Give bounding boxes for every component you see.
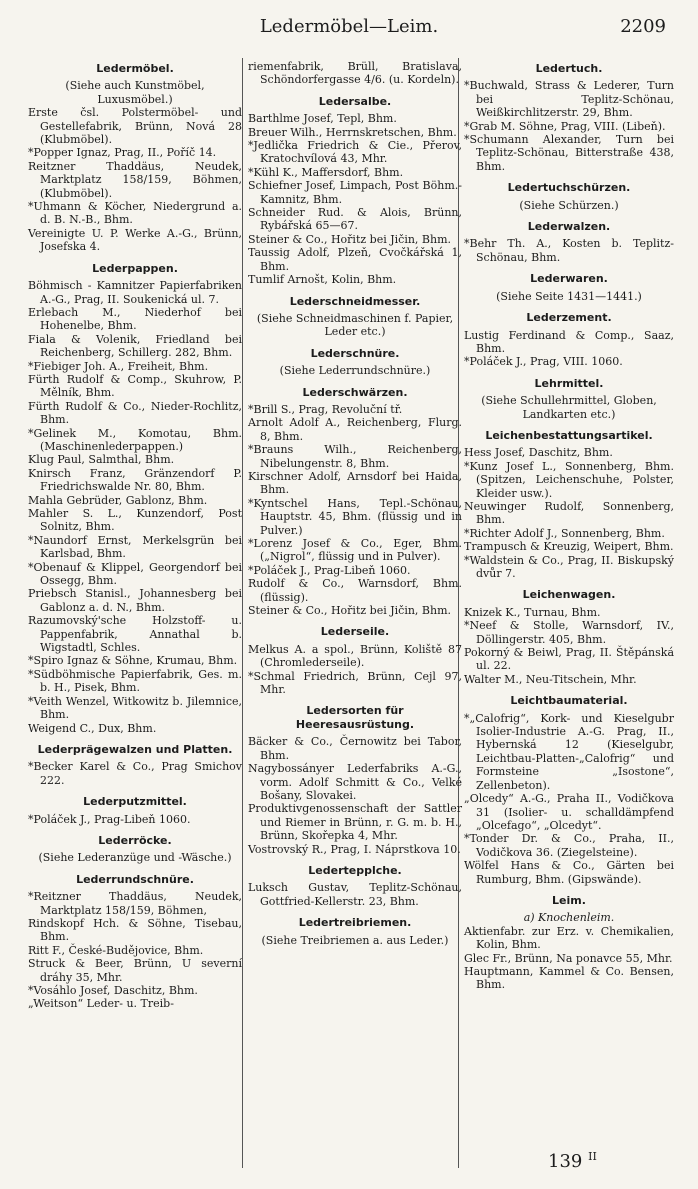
section-heading: Ledermöbel. xyxy=(96,62,174,75)
directory-entry: Barthlme Josef, Tepl, Bhm. xyxy=(248,112,397,126)
directory-entry: *Veith Wenzel, Witkowitz b. Jilemnice, Bhm. xyxy=(28,694,242,722)
directory-entry: Kirschner Adolf, Arnsdorf bei Haida, Bhm. xyxy=(248,469,462,497)
directory-entry: *Richter Adolf J., Sonnenberg, Bhm. xyxy=(464,526,665,540)
directory-entry: *Schmal Friedrich, Brünn, Cejl 97, Mhr. xyxy=(248,669,462,697)
directory-entry: Struck & Beer, Brünn, U severní dráhy 35, Mhr. xyxy=(28,957,242,984)
directory-entry: Razumovský'sche Holzstoff- u. Pappenfabrik, Annathal b. Wigstadtl, Schles. xyxy=(28,614,242,655)
section-heading: Leichenbestattungsartikel. xyxy=(485,428,653,442)
cross-reference: (Siehe Treibriemen a. aus Leder.) xyxy=(261,933,449,947)
directory-entry: *Jedlička Friedrich & Cie., Přerov, Kratochvílová 43, Mhr. xyxy=(248,139,462,166)
directory-entry: Vereinigte U. P. Werke A.-G., Brünn, Josefska 4. xyxy=(28,226,242,254)
section-heading: Lederpappen. xyxy=(92,261,178,275)
directory-entry: *Poláček J., Prag-Libeň 1060. xyxy=(28,812,191,826)
directory-entry: *Spiro Ignaz & Söhne, Krumau, Bhm. xyxy=(28,654,238,668)
directory-entry: *Becker Karel & Co., Prag Smichov 222. xyxy=(28,760,242,787)
directory-entry: *Buchwald, Strass & Lederer, Turn bei Teplitz-Schönau, Weißkirchlitzerstr. 29, Bhm. xyxy=(464,79,674,120)
directory-entry: *Fiebiger Joh. A., Freiheit, Bhm. xyxy=(28,359,209,373)
section-heading: Ledertreibriemen. xyxy=(298,916,412,930)
directory-entry: *Neef & Stolle, Warnsdorf, IV., Döllingerstr. 405, Bhm. xyxy=(464,619,674,646)
cross-reference: (Siehe Lederanzüge und -Wäsche.) xyxy=(38,851,232,865)
directory-entry: *Brauns Wilh., Reichenberg, Nibelungenstr. 8, Bhm. xyxy=(248,443,462,470)
directory-entry: *Obenauf & Klippel, Georgendorf bei Ossegg, Bhm. xyxy=(28,560,242,588)
directory-entry: Rudolf & Co., Warnsdorf, Bhm. (flüssig). xyxy=(248,577,462,604)
directory-entry: „Olcedy“ A.-G., Praha II., Vodičkova 31 (Isolier- u. schalldämpfend „Olcefago“, „Olcedyt“. xyxy=(464,792,674,832)
section-heading: Lederzement. xyxy=(526,311,612,325)
directory-entry: Melkus A. a spol., Brünn, Koliště 87 (Chromlederseile). xyxy=(248,642,462,670)
directory-entry: *Schumann Alexander, Turn bei Teplitz-Schönau, Bitterstraße 438, Bhm. xyxy=(464,133,674,173)
directory-entry: Hauptmann, Kammel & Co. Bensen, Bhm. xyxy=(464,964,674,992)
cross-reference: (Siehe Schneidmaschinen f. Papier, Leder etc.) xyxy=(256,311,454,339)
section-heading: Ledersorten für Heeresausrüstung. xyxy=(295,704,415,731)
directory-entry: Fürth Rudolf & Comp., Skuhrow, P. Mělník, Bhm. xyxy=(28,372,242,400)
signature-number: 139 xyxy=(548,1151,583,1172)
directory-entry: *Vosáhlo Josef, Daschitz, Bhm. xyxy=(28,984,198,997)
section-heading: Ledertuch. xyxy=(535,62,603,75)
section-heading: Lederprägewalzen und Platten. xyxy=(37,742,233,756)
directory-entry: Glec Fr., Brünn, Na ponavce 55, Mhr. xyxy=(464,951,673,965)
directory-entry: *„Calofrig“, Kork- und Kieselgubr Isolier-Industrie A.-G. Prag, II., Hybernská 12 (Kieselgubr, Leichtbau-Platten-„Calofrig“ und Formsteine „Isostone“, Zellenbeton). xyxy=(464,711,674,792)
directory-entry: Knirsch Franz, Gränzendorf P. Friedrichswalde Nr. 80, Bhm. xyxy=(28,466,242,494)
directory-entry: *Uhmann & Köcher, Niedergrund a. d. B. N.-B., Bhm. xyxy=(28,200,242,227)
column-divider xyxy=(242,58,243,1168)
page-header xyxy=(0,16,698,42)
directory-entry: *Popper Ignaz, Prag, II., Poříč 14. xyxy=(28,146,217,160)
directory-entry: Steiner & Co., Hořitz bei Jičin, Bhm. xyxy=(248,232,452,246)
section-heading: Leichenwagen. xyxy=(522,588,616,602)
directory-entry: Walter M., Neu-Titschein, Mhr. xyxy=(464,672,637,686)
cross-reference: (Siehe Seite 1431—1441.) xyxy=(496,289,642,303)
directory-entry: *Naundorf Ernst, Merkelsgrün bei Karlsbad, Bhm. xyxy=(28,533,242,561)
directory-entry: Knizek K., Turnau, Bhm. xyxy=(464,605,601,619)
directory-entry: *Gelinek M., Komotau, Bhm. (Maschinenlederpappen.) xyxy=(28,426,242,453)
directory-entry: Fürth Rudolf & Co., Nieder-Rochlitz, Bhm. xyxy=(28,399,242,427)
directory-entry: Tumlif Arnošt, Kolin, Bhm. xyxy=(248,273,397,287)
column-1 xyxy=(28,60,242,1011)
directory-entry: Vostrovský R., Prag, I. Náprstkova 10. xyxy=(248,842,461,856)
section-heading: Lehrmittel. xyxy=(534,376,604,390)
directory-entry: Schiefner Josef, Limpach, Post Böhm.-Kamnitz, Bhm. xyxy=(248,179,462,206)
directory-entry: Steiner & Co., Hořitz bei Jičin, Bhm. xyxy=(248,604,452,618)
directory-entry: Produktivgenossenschaft der Sattler und Riemer in Brünn, r. G. m. b. H., Brünn, Skořepka 4, Mhr. xyxy=(248,802,462,843)
section-heading: Leim. xyxy=(552,893,586,907)
section-heading: Lederschnüre. xyxy=(310,346,400,360)
section-heading: Lederwaren. xyxy=(530,272,608,286)
column-2 xyxy=(248,60,462,947)
directory-entry: Taussig Adolf, Plzeň, Cvočkářská 1, Bhm. xyxy=(248,246,462,273)
section-heading: Leichtbaumaterial. xyxy=(510,694,628,708)
directory-entry: Nagybossányer Lederfabriks A.-G., vorm. Adolf Schmitt & Co., Velké Bošany, Slovakei. xyxy=(248,762,462,802)
section-heading: Ledersalbe. xyxy=(318,94,392,108)
directory-entry: Böhmisch - Kamnitzer Papierfabriken A.-G., Prag, II. Soukenická ul. 7. xyxy=(28,279,242,306)
page-title: Ledermöbel—Leim. xyxy=(259,16,439,37)
directory-entry: Lustig Ferdinand & Comp., Saaz, Bhm. xyxy=(464,328,674,355)
cross-reference: (Siehe Schürzen.) xyxy=(519,198,619,212)
directory-entry: *Reitzner Thaddäus, Neudek, Marktplatz 158/159, Böhmen, xyxy=(28,890,242,917)
directory-entry: Bäcker & Co., Černowitz bei Tabor, Bhm. xyxy=(248,735,462,762)
directory-entry: *Kunz Josef L., Sonnenberg, Bhm. (Spitzen, Leichenschuhe, Polster, Kleider usw.). xyxy=(464,459,674,500)
directory-entry: Ritt F., České-Budějovice, Bhm. xyxy=(28,943,204,957)
directory-entry: Hess Josef, Daschitz, Bhm. xyxy=(464,446,613,460)
signature-suffix: II xyxy=(588,1150,597,1163)
directory-entry: *Poláček J., Prag, VIII. 1060. xyxy=(464,355,623,369)
directory-entry: Rindskopf Hch. & Söhne, Tisebau, Bhm. xyxy=(28,916,242,944)
section-heading: Lederseile. xyxy=(320,625,390,639)
cross-reference: (Siehe Schullehrmittel, Globen, Landkarten etc.) xyxy=(481,394,657,421)
directory-entry: *Poláček J., Prag-Libeň 1060. xyxy=(248,563,411,577)
directory-entry: *Grab M. Söhne, Prag, VIII. (Libeň). xyxy=(464,119,666,133)
directory-entry: Pokorný & Beiwl, Prag, II. Štěpánská ul. 22. xyxy=(464,646,674,673)
section-heading: Lederputzmittel. xyxy=(83,795,187,809)
directory-entry: Klug Paul, Salmthal, Bhm. xyxy=(28,453,175,467)
column-3 xyxy=(464,60,674,992)
directory-entry: Trampusch & Kreuzig, Weipert, Bhm. xyxy=(464,540,674,554)
directory-entry: Erlebach M., Niederhof bei Hohenelbe, Bhm. xyxy=(28,305,242,333)
directory-entry: „Weitson“ Leder- u. Treib- xyxy=(28,997,174,1011)
directory-entry: Luksch Gustav, Teplitz-Schönau, Gottfried-Kellerstr. 23, Bhm. xyxy=(248,881,462,908)
directory-entry: Schneider Rud. & Alois, Brünn, Rybářská 65—67. xyxy=(248,206,462,233)
directory-entry: *Lorenz Josef & Co., Eger, Bhm. („Nigrol“, flüssig und in Pulver). xyxy=(248,537,462,564)
directory-entry: Priebsch Stanisl., Johannesberg bei Gablonz a. d. N., Bhm. xyxy=(28,587,242,614)
directory-entry: Weigend C., Dux, Bhm. xyxy=(28,721,157,735)
section-heading: Ledertuchschürzen. xyxy=(507,181,631,195)
directory-entry: *Südböhmische Papierfabrik, Ges. m. b. H., Pisek, Bhm. xyxy=(28,667,242,695)
directory-entry: Wölfel Hans & Co., Gärten bei Rumburg, Bhm. (Gipswände). xyxy=(464,859,674,886)
directory-entry: Breuer Wilh., Herrnskretschen, Bhm. xyxy=(248,125,457,139)
directory-entry: Neuwinger Rudolf, Sonnenberg, Bhm. xyxy=(464,499,674,527)
directory-entry: riemenfabrik, Brüll, Bratislava, Schöndorfergasse 4/6. (u. Kordeln). xyxy=(248,60,462,87)
directory-entry: *Waldstein & Co., Prag, II. Biskupský dvůr 7. xyxy=(464,553,674,580)
section-heading: Ledertepplche. xyxy=(308,863,402,877)
directory-entry: Mahler S. L., Kunzendorf, Post Solnitz, Bhm. xyxy=(28,507,242,534)
directory-entry: Reitzner Thaddäus, Neudek, Marktplatz 158/159, Böhmen, (Klubmöbel). xyxy=(28,159,242,200)
directory-entry: Mahla Gebrüder, Gablonz, Bhm. xyxy=(28,493,208,507)
cross-reference: (Siehe auch Kunstmöbel, Luxusmöbel.) xyxy=(65,79,205,106)
directory-entry: *Brill S., Prag, Revoluční tř. xyxy=(248,402,403,416)
directory-entry: Aktienfabr. zur Erz. v. Chemikalien, Kolin, Bhm. xyxy=(464,924,674,952)
printer-signature xyxy=(548,1150,597,1172)
section-heading: Lederschneidmesser. xyxy=(289,294,421,308)
cross-reference: a) Knochenleim. xyxy=(523,911,615,925)
directory-entry: *Tonder Dr. & Co., Praha, II., Vodičkova 36. (Ziegelsteine). xyxy=(464,832,674,859)
page-number: 2209 xyxy=(620,16,666,37)
directory-entry: Erste čsl. Polstermöbel- und Gestellefabrik, Brünn, Nová 28 (Klubmöbel). xyxy=(28,106,242,147)
section-heading: Lederrundschnüre. xyxy=(76,872,194,886)
section-heading: Lederröcke. xyxy=(98,833,172,847)
directory-entry: *Kühl K., Maffersdorf, Bhm. xyxy=(248,165,404,179)
cross-reference: (Siehe Lederrundschnüre.) xyxy=(279,364,431,378)
directory-entry: *Behr Th. A., Kosten b. Teplitz-Schönau, Bhm. xyxy=(464,237,674,264)
directory-entry: Arnolt Adolf A., Reichenberg, Flurg. 8, Bhm. xyxy=(248,416,462,443)
section-heading: Lederwalzen. xyxy=(527,220,611,234)
section-heading: Lederschwärzen. xyxy=(302,385,408,399)
directory-entry: Fiala & Volenik, Friedland bei Reichenberg, Schillerg. 282, Bhm. xyxy=(28,332,242,360)
directory-entry: *Kyntschel Hans, Tepl.-Schönau, Hauptstr. 45, Bhm. (flüssig und in Pulver.) xyxy=(248,496,462,537)
